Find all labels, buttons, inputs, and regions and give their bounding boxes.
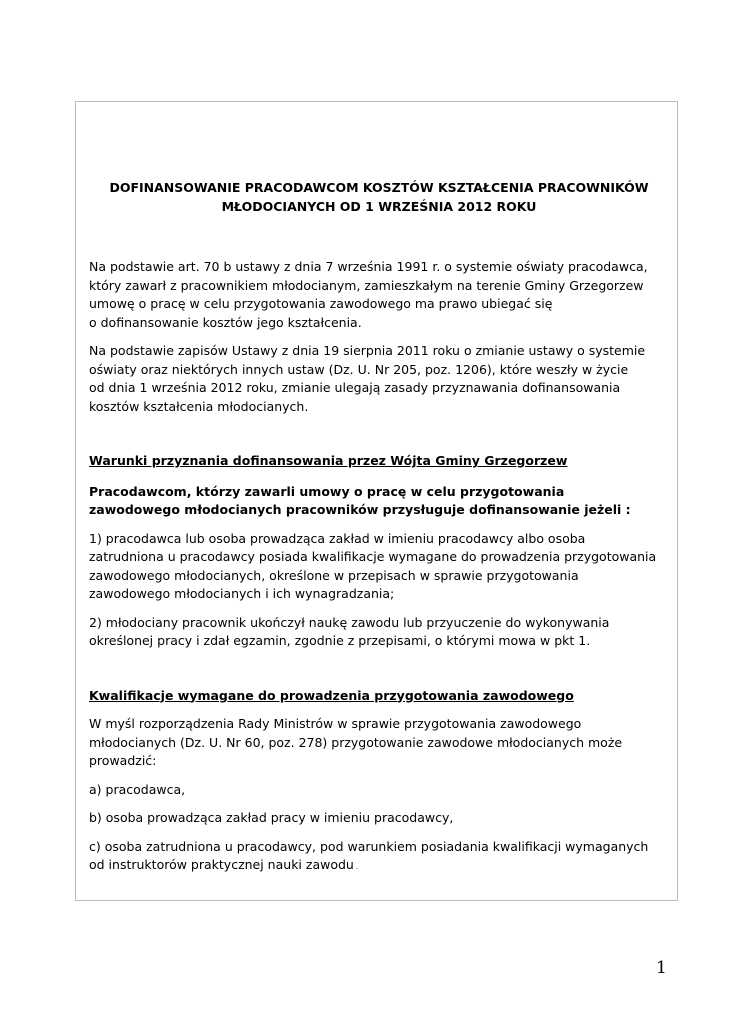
text-line: który zawarł z pracownikiem młodocianym, zamieszkałym na terenie Gminy Grzegorzew — [89, 277, 644, 293]
text-line: określonej pracy i zdał egzamin, zgodnie z przepisami, o którymi mowa w pkt 1. — [89, 633, 591, 648]
text-line: prowadzić: — [89, 753, 157, 768]
conditions-lead — [89, 483, 669, 520]
text-line: c) osoba zatrudniona u pracodawcy, pod warunkiem posiadania kwalifikacji wymaganych — [89, 838, 649, 854]
text-line: młodocianych (Dz. U. Nr 60, poz. 278) przygotowanie zawodowe młodocianych może — [89, 734, 623, 750]
text-line: 1) pracodawca lub osoba prowadząca zakład w imieniu pracodawcy albo osoba — [89, 530, 586, 546]
text-line: od dnia 1 września 2012 roku, zmianie ulegają zasady przyznawania dofinansowania — [89, 380, 621, 395]
text-line: umowę o pracę w celu przygotowania zawodowego ma prawo ubiegać się — [89, 296, 553, 311]
list-item-a: a) pracodawca, — [89, 781, 186, 797]
list-item-b: b) osoba prowadząca zakład pracy w imieniu pracodawcy, — [89, 810, 454, 825]
section-heading-qualifications: Kwalifikacje wymagane do prowadzenia przygotowania zawodowego — [89, 687, 574, 703]
condition-1 — [89, 530, 669, 604]
text-line: Na podstawie art. 70 b ustawy z dnia 7 września 1991 r. o systemie oświaty pracodawca, — [89, 259, 648, 274]
condition-2 — [89, 614, 669, 651]
title-line: MŁODOCIANYCH OD 1 WRZEŚNIA 2012 ROKU — [221, 199, 537, 214]
text-line: zawodowego młodocianych, określone w przepisach w sprawie przygotowania — [89, 567, 579, 583]
text-line: zatrudniona u pracodawcy posiada kwalifikacje wymagane do prowadzenia przygotowania — [89, 549, 657, 564]
text-line: zawodowego młodocianych pracowników przysługuje dofinansowanie jeżeli : — [89, 502, 631, 517]
text-line: Na podstawie zapisów Ustawy z dnia 19 sierpnia 2011 roku o zmianie ustawy o systemie — [89, 343, 646, 358]
page-number: 1 — [656, 958, 667, 978]
trailing-dot: . — [355, 863, 359, 871]
document-content — [89, 178, 669, 877]
text-line: oświaty oraz niektórych innych ustaw (Dz. U. Nr 205, poz. 1206), które weszły w życie — [89, 361, 629, 377]
legal-basis-paragraph — [89, 342, 669, 416]
text-line: kosztów kształcenia młodocianych. — [89, 398, 309, 414]
text-line: W myśl rozporządzenia Rady Ministrów w sprawie przygotowania zawodowego — [89, 716, 582, 731]
intro-paragraph — [89, 258, 669, 332]
text-line: o dofinansowanie kosztów jego kształcenia. — [89, 314, 362, 330]
text-line: Pracodawcom, którzy zawarli umowy o pracę w celu przygotowania — [89, 483, 565, 499]
text-line: od instruktorów praktycznej nauki zawodu — [89, 857, 354, 872]
text-line: zawodowego młodocianych i ich wynagradzania; — [89, 586, 395, 601]
page-title — [89, 178, 669, 216]
qualifications-intro — [89, 715, 669, 771]
section-heading-conditions: Warunki przyznania dofinansowania przez Wójta Gminy Grzegorzew — [89, 453, 568, 468]
list-item-c — [89, 838, 669, 877]
text-line: 2) młodociany pracownik ukończył naukę zawodu lub przyuczenie do wykonywania — [89, 614, 610, 630]
title-line: DOFINANSOWANIE PRACODAWCOM KOSZTÓW KSZTAŁCENIA PRACOWNIKÓW — [109, 180, 649, 195]
